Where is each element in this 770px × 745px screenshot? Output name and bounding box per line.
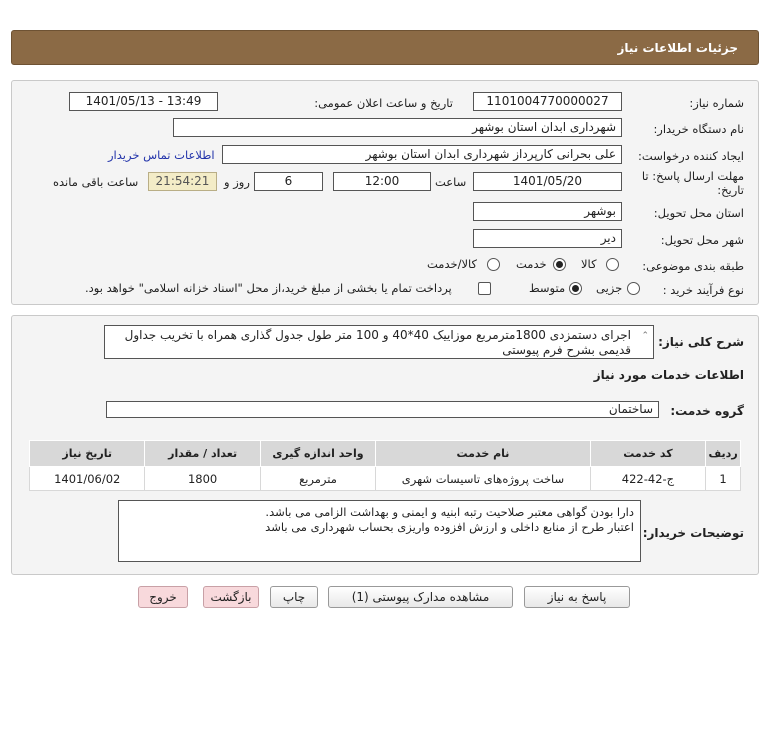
buyer-notes-line-2: اعتبار طرح از منابع داخلی و ارزش افزوده واریزی بحساب شهرداری می باشد <box>265 520 634 534</box>
deadline-label: مهلت ارسال پاسخ: تا <box>641 169 744 183</box>
cell-row: 1 <box>706 467 741 491</box>
process-radio-minor[interactable] <box>627 282 640 295</box>
category-option-service: خدمت <box>516 257 547 271</box>
view-attachments-button[interactable]: مشاهده مدارک پیوستی (1) <box>328 586 513 608</box>
treasury-payment-checkbox[interactable] <box>478 282 491 295</box>
creator-field[interactable]: علی بحرانی کارپرداز شهرداری ابدان استان بوشهر <box>222 145 622 164</box>
announce-date-field[interactable]: 1401/05/13 - 13:49 <box>69 92 218 111</box>
buyer-notes-field[interactable] <box>118 500 641 562</box>
deadline-time-label: ساعت <box>435 175 467 189</box>
cell-date: 1401/06/02 <box>30 467 145 491</box>
back-button[interactable]: بازگشت <box>203 586 259 608</box>
page-header <box>11 30 759 65</box>
service-group-field[interactable]: ساختمان <box>106 401 659 418</box>
col-header-code: کد خدمت <box>590 441 705 467</box>
services-table-header <box>30 441 741 467</box>
table-row[interactable] <box>30 467 741 491</box>
buyer-notes-label: توضیحات خریدار: <box>642 526 744 540</box>
general-description-text: اجرای دستمزدی 1800مترمربع موزاییک 40*40 و 100 متر طول جدول گذاری همراه با تخریب جداول قدیمی بشرح فرم پیوستی <box>124 328 631 357</box>
need-number-label: شماره نیاز: <box>689 96 744 110</box>
respond-button[interactable]: پاسخ به نیاز <box>524 586 630 608</box>
cell-code: ج-42-422 <box>590 467 705 491</box>
process-type-label: نوع فرآیند خرید : <box>662 283 744 297</box>
general-description-label: شرح کلی نیاز: <box>658 335 744 349</box>
deadline-time-field[interactable]: 12:00 <box>333 172 431 191</box>
treasury-payment-note: پرداخت تمام یا بخشی از مبلغ خرید،از محل "اسناد خزانه اسلامی" خواهد بود. <box>85 281 452 295</box>
cell-qty: 1800 <box>145 467 260 491</box>
buyer-contact-link[interactable]: اطلاعات تماس خریدار <box>108 148 215 162</box>
deadline-date-field[interactable]: 1401/05/20 <box>473 172 622 191</box>
process-option-minor: جزیی <box>596 281 623 295</box>
services-table-wrap <box>29 440 741 491</box>
print-button[interactable]: چاپ <box>270 586 318 608</box>
col-header-unit: واحد اندازه گیری <box>260 441 375 467</box>
buyer-org-field[interactable]: شهرداری ابدان استان بوشهر <box>173 118 622 137</box>
province-field[interactable]: بوشهر <box>473 202 622 221</box>
city-label: شهر محل تحویل: <box>660 233 744 247</box>
buyer-notes-line-1: دارا بودن گواهی معتبر صلاحیت رتبه ابنیه و ایمنی و بهداشت الزامی می باشد. <box>265 505 634 519</box>
service-group-label: گروه خدمت: <box>670 404 744 418</box>
services-table <box>29 440 741 491</box>
category-radio-goods-service[interactable] <box>487 258 500 271</box>
days-label: روز و <box>224 175 250 189</box>
remaining-time-timer: 21:54:21 <box>148 172 217 191</box>
category-radio-service[interactable] <box>553 258 566 271</box>
cell-name: ساخت پروژه‌های تاسیسات شهری <box>376 467 591 491</box>
resize-handle-icon: ⌃ <box>641 331 649 341</box>
category-option-goods-service: کالا/خدمت <box>427 257 478 271</box>
exit-button[interactable]: خروج <box>138 586 188 608</box>
cell-unit: مترمربع <box>260 467 375 491</box>
col-header-date: تاریخ نیاز <box>30 441 145 467</box>
category-radio-goods[interactable] <box>606 258 619 271</box>
creator-label: ایجاد کننده درخواست: <box>638 149 744 163</box>
category-option-goods: کالا <box>581 257 597 271</box>
deadline-label-2: تاریخ: <box>717 183 744 197</box>
remaining-time-label: ساعت باقی مانده <box>53 175 139 189</box>
services-section-title: اطلاعات خدمات مورد نیاز <box>593 368 744 382</box>
process-radio-medium[interactable] <box>569 282 582 295</box>
days-remaining-field: 6 <box>254 172 323 191</box>
province-label: استان محل تحویل: <box>653 206 744 220</box>
announce-date-label: تاریخ و ساعت اعلان عمومی: <box>314 96 453 110</box>
general-description-field[interactable] <box>104 325 654 359</box>
page-title: جزئیات اطلاعات نیاز <box>617 41 738 55</box>
col-header-row: ردیف <box>706 441 741 467</box>
city-field[interactable]: دیر <box>473 229 622 248</box>
need-number-field[interactable]: 1101004770000027 <box>473 92 622 111</box>
col-header-qty: تعداد / مقدار <box>145 441 260 467</box>
col-header-name: نام خدمت <box>376 441 591 467</box>
category-label: طبقه بندی موضوعی: <box>642 259 744 273</box>
buyer-org-label: نام دستگاه خریدار: <box>653 122 744 136</box>
process-option-medium: متوسط <box>529 281 566 295</box>
